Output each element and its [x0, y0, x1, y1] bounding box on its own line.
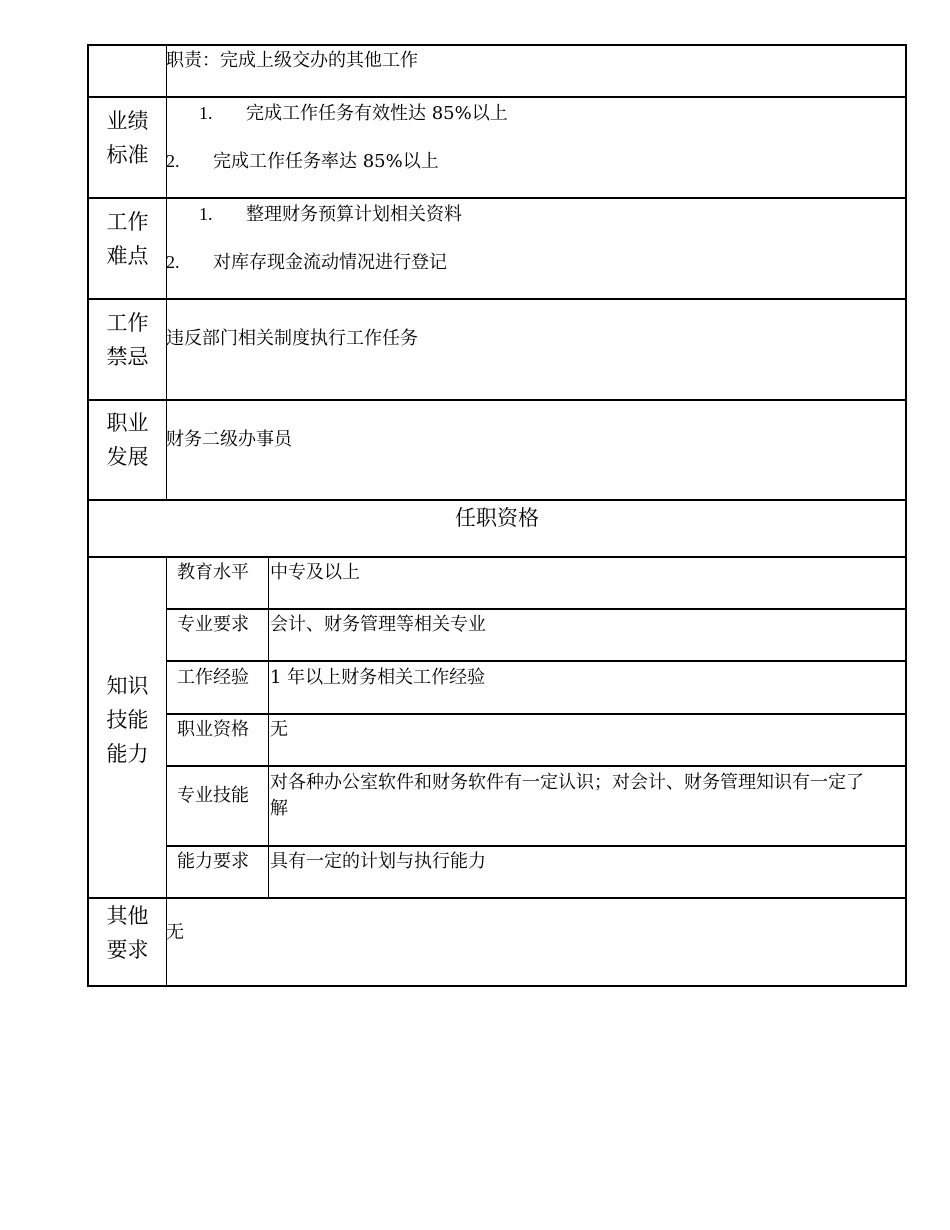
other-text: 无 — [166, 922, 184, 943]
difficulty-item2-text: 对库存现金流动情况进行登记 — [213, 252, 447, 273]
other-label — [89, 899, 166, 967]
duty-text: 职责：完成上级交办的其他工作 — [166, 50, 418, 71]
qualifications-title: 任职资格 — [455, 506, 539, 530]
other-label-line2: 要求 — [106, 938, 149, 962]
knowledge-group-label-line3: 能力 — [106, 742, 149, 766]
qualification-key-certification: 职业资格 — [177, 719, 249, 740]
knowledge-group-label-line1: 知识 — [106, 674, 149, 698]
career-text: 财务二级办事员 — [166, 429, 292, 450]
difficulty-label-line2: 难点 — [106, 244, 149, 268]
performance-item1-number: 1. — [199, 103, 213, 123]
career-label — [89, 406, 166, 474]
taboo-label — [89, 306, 166, 374]
qualification-value-major: 会计、财务管理等相关专业 — [270, 614, 486, 635]
career-label-line1: 职业 — [106, 411, 149, 435]
taboo-label-line2: 禁忌 — [106, 345, 149, 369]
qualification-key-experience: 工作经验 — [177, 667, 249, 688]
qualification-value-experience: 1 年以上财务相关工作经验 — [270, 667, 486, 688]
qualification-value-education: 中专及以上 — [270, 562, 360, 583]
knowledge-group-label-line2: 技能 — [106, 708, 149, 732]
difficulty-item1-number: 1. — [199, 204, 213, 224]
career-label-line2: 发展 — [106, 445, 149, 469]
performance-item2-number: 2. — [166, 151, 180, 171]
qualification-value-skills-line2: 解 — [270, 798, 288, 819]
other-label-line1: 其他 — [106, 904, 149, 928]
qualification-key-ability: 能力要求 — [177, 851, 249, 872]
qualification-value-certification: 无 — [270, 719, 288, 740]
difficulty-label — [89, 205, 166, 273]
qualification-key-education: 教育水平 — [177, 562, 249, 583]
qualification-value-skills-line1: 对各种办公室软件和财务软件有一定认识；对会计、财务管理知识有一定了 — [270, 772, 864, 793]
qualification-key-skills: 专业技能 — [177, 785, 249, 806]
taboo-label-line1: 工作 — [106, 311, 149, 335]
knowledge-group-label — [89, 669, 166, 771]
performance-label-line2: 标准 — [106, 143, 149, 167]
taboo-text: 违反部门相关制度执行工作任务 — [166, 328, 418, 349]
performance-item2-text: 完成工作任务率达 85%以上 — [213, 151, 439, 172]
performance-label-line1: 业绩 — [106, 109, 149, 133]
difficulty-item2-number: 2. — [166, 252, 180, 272]
difficulty-item1-text: 整理财务预算计划相关资料 — [246, 204, 462, 225]
qualification-key-major: 专业要求 — [177, 614, 249, 635]
performance-item1-text: 完成工作任务有效性达 85%以上 — [246, 103, 508, 124]
difficulty-label-line1: 工作 — [106, 210, 149, 234]
performance-label — [89, 104, 166, 172]
qualification-value-ability: 具有一定的计划与执行能力 — [270, 851, 486, 872]
